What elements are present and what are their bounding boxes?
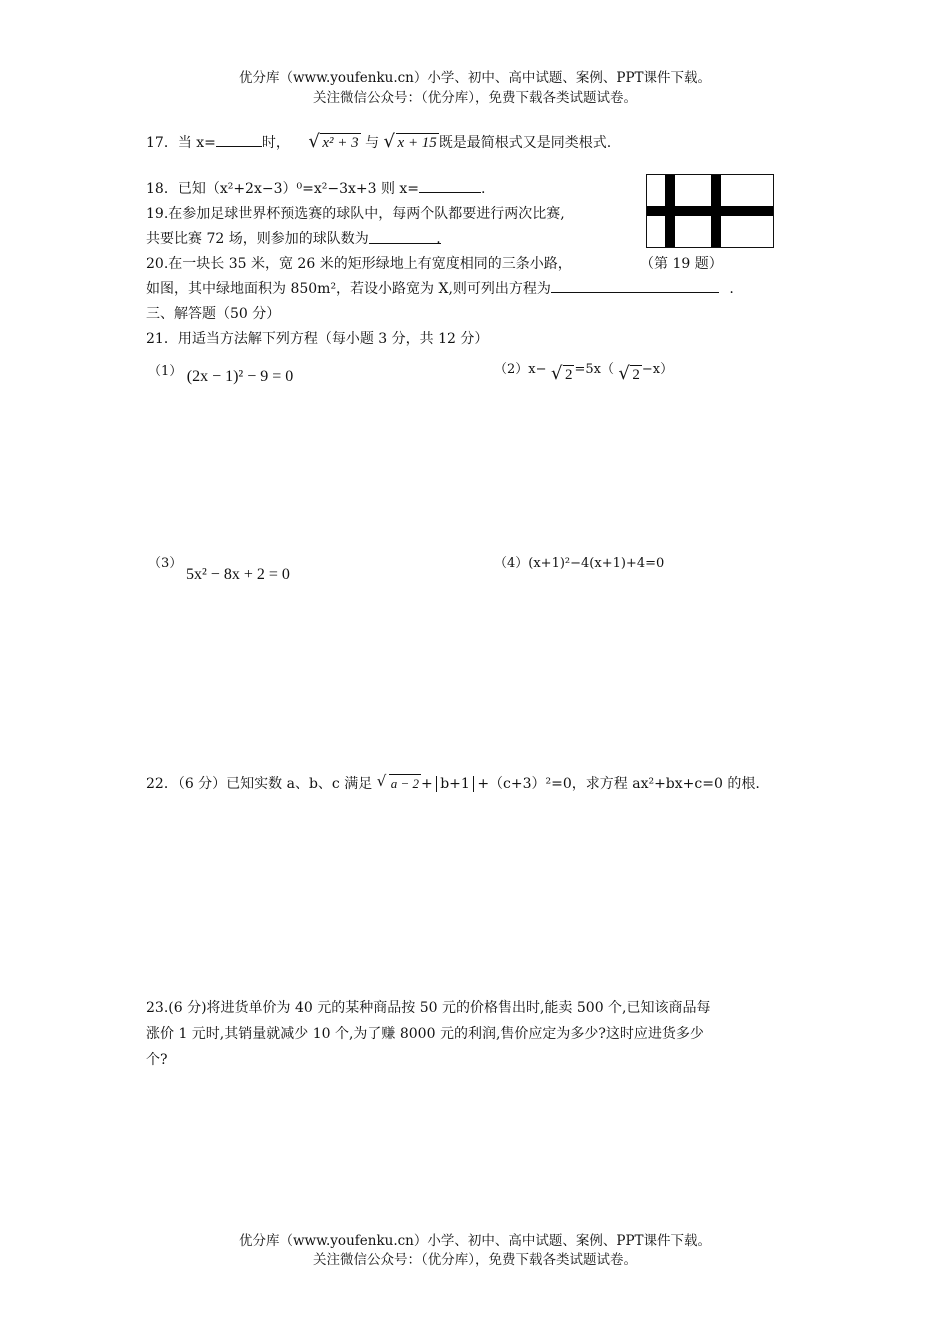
q22-abs-content: b+1 xyxy=(440,776,470,792)
q17-conj: 与 xyxy=(365,135,380,151)
q20-answer-blank xyxy=(551,280,719,293)
q19-line2-text: 共要比赛 72 场，则参加的球队数为 xyxy=(146,231,369,247)
q18-end: . xyxy=(481,181,486,197)
question-23-line-2: 涨价 1 元时,其销量就减少 10 个,为了赚 8000 元的利润,售价应定为多少?这时应进货多少 xyxy=(146,1026,704,1042)
question-18 xyxy=(146,178,486,198)
q21-p2-radical-2: √ 2 xyxy=(618,363,640,384)
question-23-line-1: 23.(6 分)将进货单价为 40 元的某种商品按 50 元的价格售出时,能卖 500 个,已知该商品每 xyxy=(146,1000,711,1016)
q17-prefix: 17．当 x= xyxy=(146,135,216,151)
q21-p1-label: （1） xyxy=(148,364,183,379)
header-line-2: 关注微信公众号：（优分库），免费下载各类试题试卷。 xyxy=(313,90,637,106)
q22-prefix: 22．（6 分）已知实数 a、b、c 满足 xyxy=(146,776,373,792)
q20-end: . xyxy=(729,281,734,297)
q20-line2-text: 如图，其中绿地面积为 850m²，若设小路宽为 X,则可列出方程为 xyxy=(146,281,551,297)
question-20-line-2 xyxy=(146,278,734,298)
section-3-title: 三、解答题（50 分） xyxy=(146,306,281,322)
q17-suffix: 既是最简根式又是同类根式. xyxy=(438,135,612,151)
q21-part-2 xyxy=(494,358,674,384)
q21-part-4: （4）(x+1)²−4(x+1)+4=0 xyxy=(494,556,665,571)
question-21-title: 21．用适当方法解下列方程（每小题 3 分，共 12 分） xyxy=(146,331,489,347)
footer-line-2: 关注微信公众号：（优分库），免费下载各类试题试卷。 xyxy=(313,1252,637,1268)
q19-answer-blank: . xyxy=(369,231,441,244)
header-line-1: 优分库（www.youfenku.cn）小学、初中、高中试题、案例、PPT课件下载。 xyxy=(238,70,712,86)
figure-caption: （第 19 题） xyxy=(640,256,723,272)
q17-mid: 时， xyxy=(261,135,290,151)
q21-p2-end: −x） xyxy=(641,362,674,377)
q17-radical-2: √ x + 15 xyxy=(383,131,437,152)
q21-p2-label: （2）x− xyxy=(494,362,547,377)
road-figure xyxy=(646,174,774,248)
q18-text: 18．已知（x²+2x−3）⁰=x²−3x+3 则 x= xyxy=(146,181,420,197)
question-22 xyxy=(146,773,760,793)
question-17 xyxy=(146,132,611,152)
abs-bar-left xyxy=(436,776,438,792)
vertical-road-left xyxy=(665,175,675,247)
q21-p3-label: （3） xyxy=(148,556,183,571)
vertical-road-right xyxy=(711,175,721,247)
question-19-line-2 xyxy=(146,228,441,248)
q18-answer-blank xyxy=(419,180,481,193)
question-20-line-1: 20.在一块长 35 米，宽 26 米的矩形绿地上有宽度相同的三条小路， xyxy=(146,256,572,272)
q22-radical: √ a − 2 xyxy=(376,772,419,791)
q21-p1-equation: (2x − 1)² − 9 = 0 xyxy=(186,368,294,385)
q22-plus: + xyxy=(420,776,433,792)
q22-suffix: +（c+3）²=0，求方程 ax²+bx+c=0 的根. xyxy=(477,776,760,792)
q21-p2-radical: √ 2 xyxy=(550,363,573,384)
q17-radical-1: √ x² + 3 xyxy=(308,131,359,152)
q21-p2-mid: =5x（ xyxy=(574,362,614,377)
q21-p3-equation: 5x² − 8x + 2 = 0 xyxy=(186,566,290,583)
footer-line-1: 优分库（www.youfenku.cn）小学、初中、高中试题、案例、PPT课件下载。 xyxy=(238,1233,712,1249)
q17-answer-blank xyxy=(216,134,262,147)
q21-part-3 xyxy=(148,552,182,571)
question-23-line-3: 个? xyxy=(146,1052,168,1068)
abs-bar-right xyxy=(473,776,475,792)
question-19-line-1: 19.在参加足球世界杯预选赛的球队中，每两个队都要进行两次比赛, xyxy=(146,206,565,222)
q21-part-1 xyxy=(148,360,294,385)
